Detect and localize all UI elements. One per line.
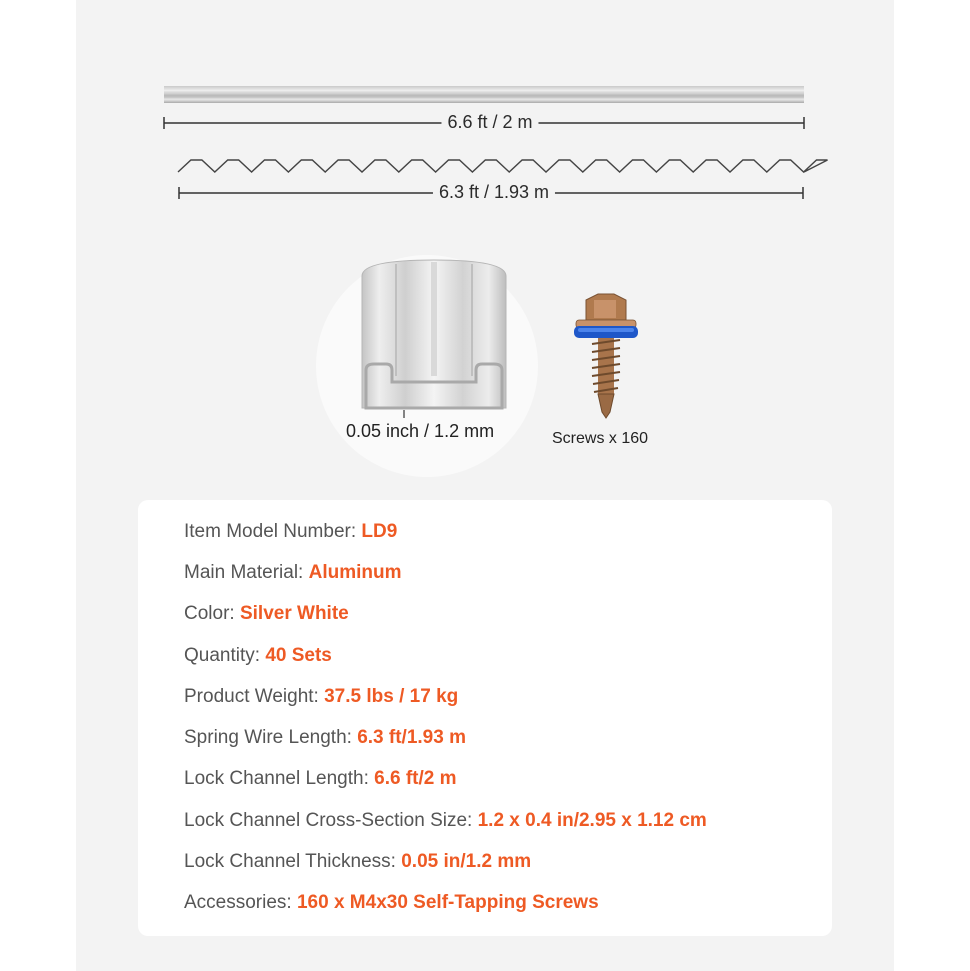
spec-row-model (184, 520, 397, 544)
screw-count-label: Screws x 160 (552, 430, 649, 447)
spec-value: 160 x M4x30 Self-Tapping Screws (296, 892, 599, 913)
spec-value: 37.5 lbs / 17 kg (324, 686, 459, 707)
spec-row-thickness (184, 850, 531, 874)
spec-label: Lock Channel Cross-Section Size: (184, 810, 473, 831)
lock-channel-bar (164, 86, 804, 104)
spec-value: Silver White (239, 603, 349, 624)
lock-channel-profile-image (356, 258, 512, 414)
spec-row-weight (184, 685, 458, 709)
spec-row-lock-channel-length (184, 767, 457, 791)
spec-value: Aluminum (308, 562, 402, 583)
spec-label: Product Weight: (184, 686, 319, 707)
spring-wire-length-label: 6.3 ft / 1.93 m (433, 181, 555, 203)
screw-image (566, 294, 646, 420)
spec-row-cross-section (184, 809, 707, 833)
spec-row-material (184, 561, 402, 585)
thickness-label: 0.05 inch / 1.2 mm (346, 421, 495, 441)
spec-label: Lock Channel Length: (184, 768, 369, 789)
spec-value: 6.6 ft/2 m (374, 768, 457, 789)
spec-label: Spring Wire Length: (184, 727, 352, 748)
spec-label: Color: (184, 603, 235, 624)
spring-wire (178, 156, 804, 176)
spec-label: Lock Channel Thickness: (184, 851, 396, 872)
spec-label: Quantity: (184, 645, 261, 666)
specifications-card (138, 500, 832, 936)
spec-value: 40 Sets (265, 645, 332, 666)
spec-row-quantity (184, 644, 332, 668)
spec-label: Item Model Number: (184, 521, 357, 542)
spec-value: 6.3 ft/1.93 m (357, 727, 466, 748)
spec-value: 0.05 in/1.2 mm (401, 851, 532, 872)
spec-row-accessories (184, 891, 599, 915)
spec-row-color (184, 602, 349, 626)
spec-value: LD9 (361, 521, 398, 542)
spec-label: Main Material: (184, 562, 304, 583)
spec-row-spring-wire-length (184, 726, 466, 750)
spec-value: 1.2 x 0.4 in/2.95 x 1.12 cm (477, 810, 707, 831)
lock-channel-length-label: 6.6 ft / 2 m (441, 111, 538, 133)
spec-label: Accessories: (184, 892, 292, 913)
